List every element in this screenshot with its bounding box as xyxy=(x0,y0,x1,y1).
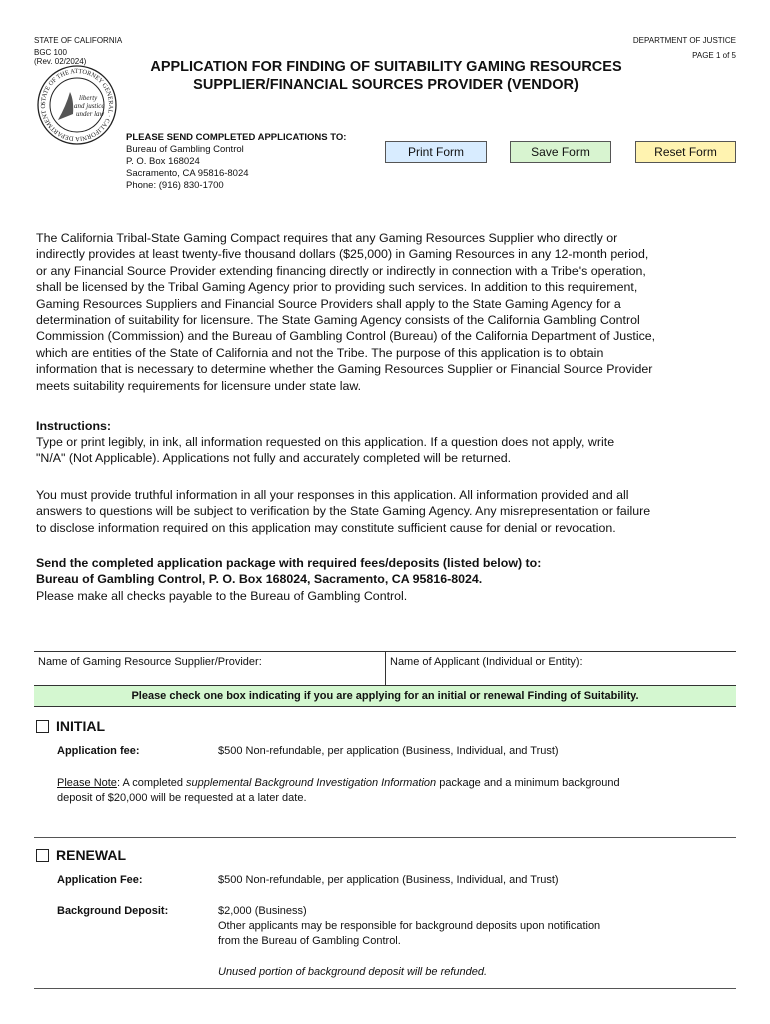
page-title-line1: APPLICATION FOR FINDING OF SUITABILITY GAMING RESOURCES xyxy=(150,59,622,75)
initial-fee-label: Application fee: xyxy=(57,745,140,757)
seal-ring-text: STATE OF THE ATTORNEY GENERAL · CALIFORNIA DEPARTMENT O xyxy=(39,67,115,143)
send-address: Bureau of Gambling Control, P. O. Box 168024, Sacramento, CA 95816-8024. xyxy=(36,572,483,587)
instructions-heading: Instructions: xyxy=(36,419,112,433)
state-label: STATE OF CALIFORNIA xyxy=(34,36,123,45)
page-number: PAGE 1 of 5 xyxy=(692,51,736,60)
background-deposit-label: Background Deposit: xyxy=(57,905,169,917)
reset-form-button[interactable]: Reset Form xyxy=(635,141,736,163)
renewal-checkbox[interactable] xyxy=(36,849,49,862)
deposit-line: from the Bureau of Gambling Control. xyxy=(218,935,401,947)
intro-line: or any Financial Source Provider extending financing directly or indirectly in connection with a Tribe's operation, xyxy=(36,263,646,278)
supplier-name-label: Name of Gaming Resource Supplier/Provider: xyxy=(38,656,262,668)
initial-fee-value: $500 Non-refundable, per application (Business, Individual, and Trust) xyxy=(218,745,559,757)
seal-center-1: liberty xyxy=(79,94,98,102)
page-title-line2: SUPPLIER/FINANCIAL SOURCES PROVIDER (VENDOR) xyxy=(193,77,579,93)
applicant-name-label: Name of Applicant (Individual or Entity): xyxy=(390,656,583,668)
instructions-line: to disclose information required on this application may constitute sufficient cause for denial or revocation. xyxy=(36,520,616,535)
instructions-line: "N/A" (Not Applicable). Applications not fully and accurately completed will be returned. xyxy=(36,451,512,466)
intro-line: meets suitability requirements for licensure under state law. xyxy=(36,378,362,393)
department-label: DEPARTMENT OF JUSTICE xyxy=(632,36,736,45)
intro-line: The California Tribal-State Gaming Compact requires that any Gaming Resources Supplier who directly or xyxy=(36,231,618,245)
initial-title: INITIAL xyxy=(56,718,105,734)
save-form-button[interactable]: Save Form xyxy=(510,141,611,163)
send-payable: Please make all checks payable to the Bureau of Gambling Control. xyxy=(36,588,408,603)
instructions-line: answers to questions will be subject to verification by the State Gaming Agency. Any misrepresentation or failure xyxy=(36,504,651,519)
name-fields-row xyxy=(34,651,736,685)
intro-line: which are entities of the State of California and not the Tribe. The purpose of this application is to obtain xyxy=(36,345,604,360)
instructions-line: Type or print legibly, in ink, all information requested on this application. If a question does not apply, write xyxy=(36,435,615,449)
mailing-heading: PLEASE SEND COMPLETED APPLICATIONS TO: xyxy=(126,132,347,143)
initial-note xyxy=(57,776,737,791)
section-divider xyxy=(34,837,736,838)
initial-checkbox[interactable] xyxy=(36,720,49,733)
instructions-line: You must provide truthful information in all your responses in this application. All information provided and all xyxy=(36,488,629,502)
seal-icon xyxy=(36,64,118,146)
mailing-line: Bureau of Gambling Control xyxy=(126,144,244,155)
seal-center-3: under law xyxy=(76,110,105,118)
intro-line: indirectly provides at least twenty-five thousand dollars ($25,000) in Gaming Resources in any 12-month period, xyxy=(36,247,649,262)
intro-line: Commission (Commission) and the Bureau of Gambling Control (Bureau) of the California Department of Justice, xyxy=(36,329,656,344)
mailing-line: Sacramento, CA 95816-8024 xyxy=(126,168,249,179)
doj-seal xyxy=(36,64,118,146)
deposit-line: $2,000 (Business) xyxy=(218,905,307,917)
print-form-button[interactable]: Print Form xyxy=(385,141,487,163)
note-label: Please Note xyxy=(57,777,117,789)
intro-line: Gaming Resources Suppliers and Financial Source Providers shall apply to the State Gaming Agency for a xyxy=(36,296,621,311)
mailing-address xyxy=(126,132,346,192)
send-line: Send the completed application package with required fees/deposits (listed below) to: xyxy=(36,556,542,570)
renewal-title: RENEWAL xyxy=(56,847,126,863)
applicant-name-field[interactable] xyxy=(386,652,736,686)
send-to-block xyxy=(36,555,756,604)
note-text: : A completed xyxy=(116,777,187,789)
seal-center-2: and justice xyxy=(74,102,105,110)
instructions-paragraph-2 xyxy=(36,487,756,536)
deposit-line: Other applicants may be responsible for background deposits upon notification xyxy=(218,920,601,932)
intro-paragraph xyxy=(36,230,756,394)
note-italic: supplemental Background Investigation Information xyxy=(186,777,437,789)
mailing-phone: Phone: (916) 830-1700 xyxy=(126,180,224,191)
bottom-divider xyxy=(34,988,736,989)
note-text: package and a minimum background xyxy=(436,777,620,789)
renewal-fee-label: Application Fee: xyxy=(57,874,143,886)
renewal-fee-value: $500 Non-refundable, per application (Business, Individual, and Trust) xyxy=(218,874,559,886)
intro-line: information that is necessary to determine whether the Gaming Resources Supplier or Financial Source Provider xyxy=(36,362,653,377)
initial-note-line2: deposit of $20,000 will be requested at a later date. xyxy=(57,792,307,804)
intro-line: shall be licensed by the Tribal Gaming Agency prior to providing such services. In addition to this requirement, xyxy=(36,280,638,295)
instructions-paragraph-1 xyxy=(36,434,756,467)
intro-line: determination of suitability for licensure. The State Gaming Agency consists of the California Gambling Control xyxy=(36,313,640,328)
form-revision: (Rev. 02/2024) xyxy=(34,57,87,66)
background-deposit-value xyxy=(218,904,600,949)
supplier-name-field[interactable] xyxy=(34,652,385,686)
form-id: BGC 100 xyxy=(34,48,67,57)
mailing-line: P. O. Box 168024 xyxy=(126,156,200,167)
check-box-banner: Please check one box indicating if you are applying for an initial or renewal Finding of Suitability. xyxy=(34,685,736,707)
unused-deposit-note: Unused portion of background deposit will be refunded. xyxy=(218,966,488,978)
